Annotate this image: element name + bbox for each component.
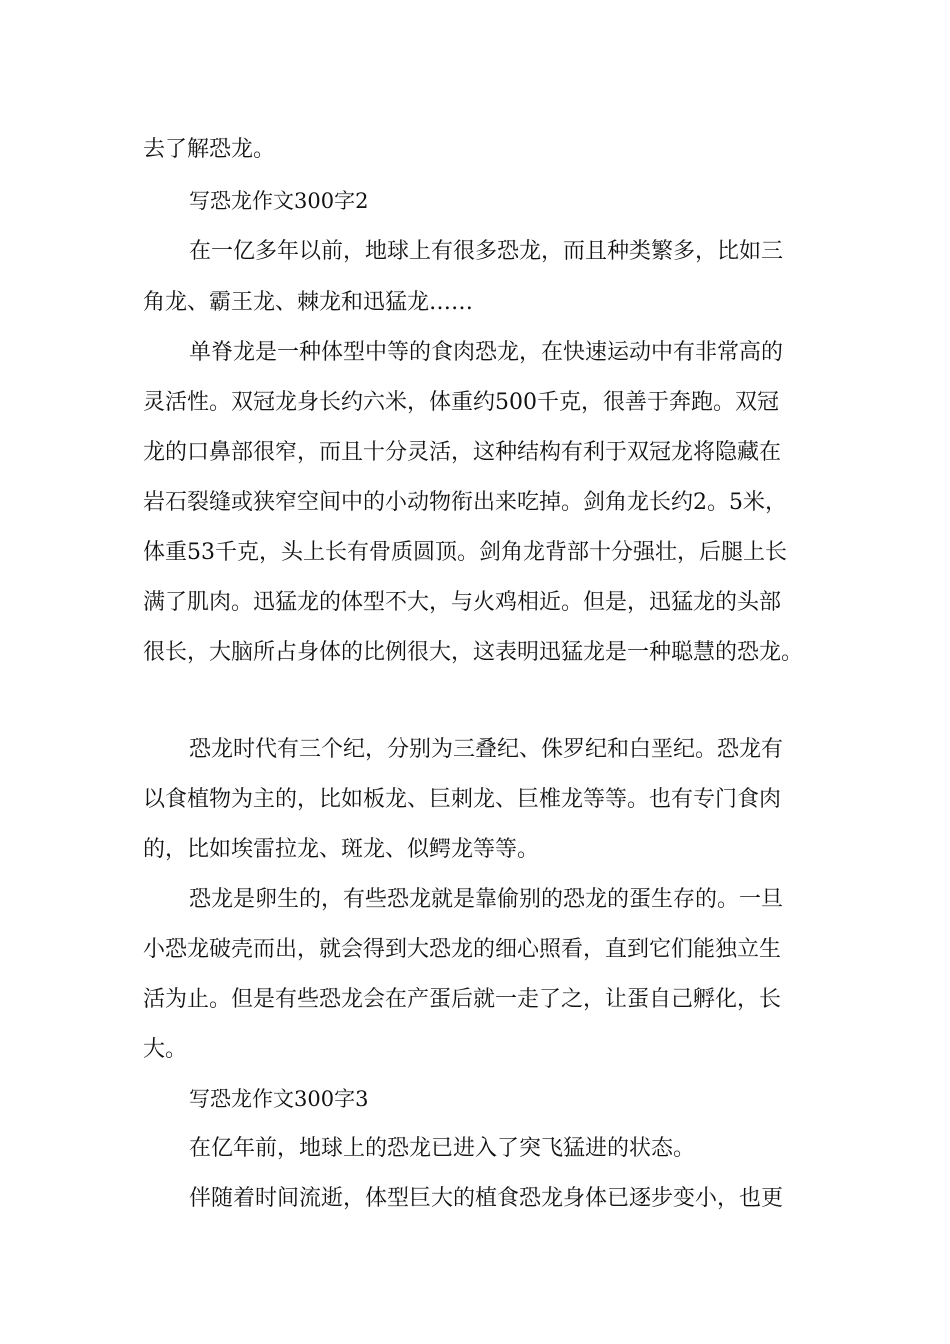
text-line: 伴随着时间流逝，体型巨大的植食恐龙身体已逐步变小，也更: [189, 1186, 784, 1211]
text-line: 恐龙时代有三个纪，分别为三叠纪、侏罗纪和白垩纪。恐龙有: [189, 737, 784, 762]
text-line: 去了解恐龙。: [143, 137, 276, 162]
text-line: 的，比如埃雷拉龙、斑龙、似鳄龙等等。: [143, 837, 540, 862]
section-heading: 写恐龙作文300字2: [189, 189, 369, 213]
text-line: 以食植物为主的，比如板龙、巨刺龙、巨椎龙等等。也有专门食肉: [143, 787, 782, 812]
text-line: 小恐龙破壳而出，就会得到大恐龙的细心照看，直到它们能独立生: [143, 937, 782, 962]
text-line: 大。: [143, 1037, 188, 1062]
text-line: 龙的口鼻部很窄，而且十分灵活，这种结构有利于双冠龙将隐藏在: [143, 440, 782, 465]
text-line: 体重53千克，头上长有骨质圆顶。剑角龙背部十分强壮，后腿上长: [143, 540, 787, 565]
text-line: 单脊龙是一种体型中等的食肉恐龙，在快速运动中有非常高的: [189, 340, 784, 365]
text-line: 很长，大脑所占身体的比例很大，这表明迅猛龙是一种聪慧的恐龙。: [143, 640, 804, 665]
text-line: 满了肌肉。迅猛龙的体型不大，与火鸡相近。但是，迅猛龙的头部: [143, 590, 782, 615]
text-line: 岩石裂缝或狭窄空间中的小动物衔出来吃掉。剑角龙长约2。5米，: [143, 490, 787, 515]
text-line: 在一亿多年以前，地球上有很多恐龙，而且种类繁多，比如三: [189, 239, 784, 264]
text-line: 在亿年前，地球上的恐龙已进入了突飞猛进的状态。: [189, 1136, 696, 1161]
text-line: 活为止。但是有些恐龙会在产蛋后就一走了之，让蛋自己孵化，长: [143, 987, 782, 1012]
text-line: 恐龙是卵生的，有些恐龙就是靠偷别的恐龙的蛋生存的。一旦: [189, 887, 784, 912]
text-line: 角龙、霸王龙、棘龙和迅猛龙……: [143, 290, 474, 315]
section-heading: 写恐龙作文300字3: [189, 1087, 369, 1111]
text-line: 灵活性。双冠龙身长约六米，体重约500千克，很善于奔跑。双冠: [143, 390, 779, 415]
